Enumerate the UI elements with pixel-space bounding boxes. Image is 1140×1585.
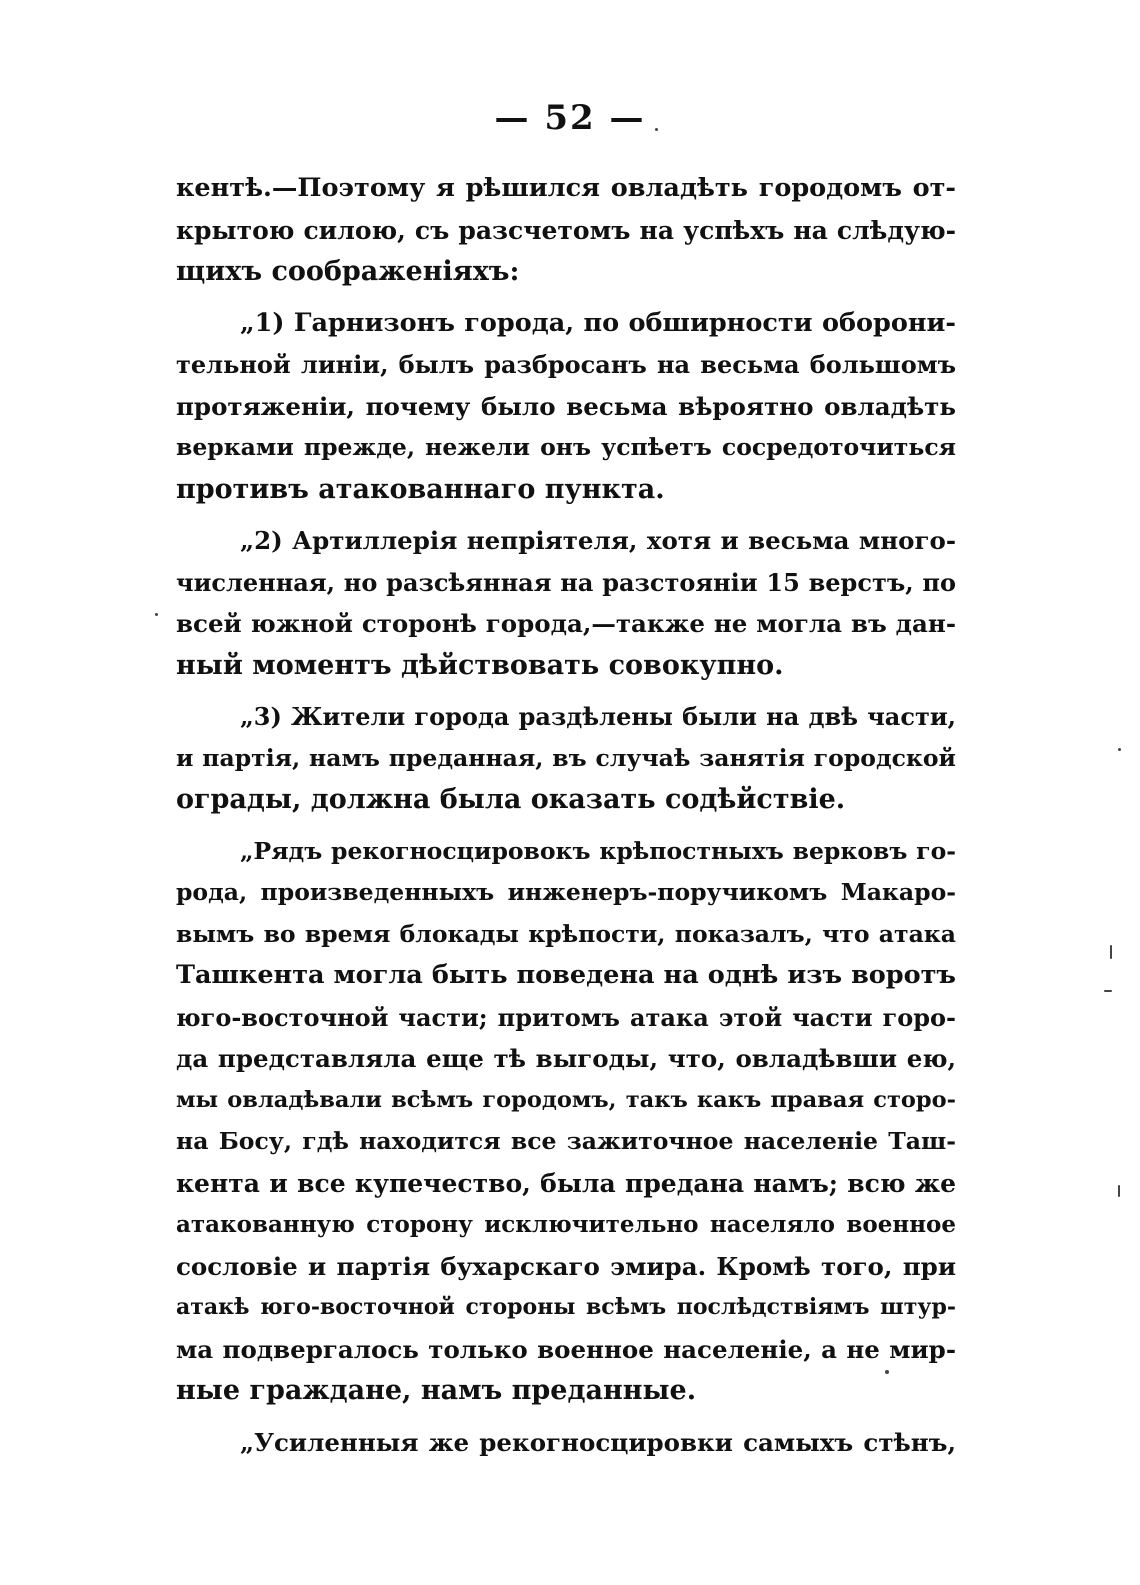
- scan-speck: [655, 128, 658, 131]
- text-line: „Рядъ рекогносцировокъ крѣпостныхъ верковъ го-: [240, 836, 956, 865]
- text-line: атакованную сторону исключительно населяло военное: [176, 1211, 956, 1238]
- text-line: ный моментъ дѣйствовать совокупно.: [176, 649, 784, 681]
- text-line: ные граждане, намъ преданные.: [176, 1375, 697, 1406]
- text-line: щихъ соображеніяхъ:: [176, 256, 520, 287]
- text-line: тельной линіи, былъ разбросанъ на весьма большомъ: [176, 350, 956, 379]
- text-line: рода, произведенныхъ инженеръ-поручикомъ Макаро-: [176, 878, 956, 906]
- text-line: Ташкента могла быть поведена на однѣ изъ воротъ: [176, 960, 956, 990]
- text-line: „Усиленныя же рекогносцировки самыхъ стѣнъ,: [240, 1427, 956, 1457]
- text-line: атакѣ юго-восточной стороны всѣмъ послѣдствіямъ штур-: [176, 1294, 956, 1320]
- text-line: противъ атакованнаго пункта.: [176, 473, 665, 505]
- scan-speck: [885, 1370, 889, 1374]
- paragraph: [176, 831, 956, 1412]
- text-line: „3) Жители города раздѣлены были на двѣ части,: [240, 702, 956, 731]
- scan-speck: [1118, 1185, 1120, 1197]
- paragraph: [176, 303, 956, 511]
- text-line: кента и все купечество, была предана намъ; всю же: [176, 1168, 956, 1198]
- text-line: вымъ во время блокады крѣпости, показалъ, что атака: [176, 919, 956, 948]
- scan-speck: [1110, 945, 1112, 959]
- paragraph: [176, 520, 956, 686]
- text-line: протяженіи, почему было весьма вѣроятно овладѣть: [176, 391, 956, 421]
- text-line: ограды, должна была оказать содѣйствіе.: [176, 784, 846, 815]
- body-text: [176, 168, 956, 1463]
- paragraph: [176, 1422, 956, 1464]
- text-line: на Босу, гдѣ находится все зажиточное населеніе Таш-: [176, 1127, 956, 1155]
- text-line: сословіе и партія бухарскаго эмира. Кромѣ того, при: [176, 1251, 956, 1281]
- text-line: да представляла еще тѣ выгоды, что, овладѣвши ею,: [176, 1044, 956, 1073]
- page-number: — 52 —: [494, 98, 646, 138]
- text-line: „2) Артиллерія непріятеля, хотя и весьма много-: [240, 526, 956, 555]
- text-line: всей южной сторонѣ города,—также не могла въ дан-: [176, 609, 956, 638]
- text-line: крытою силою, съ разсчетомъ на успѣхъ на слѣдую-: [176, 215, 956, 245]
- scan-speck: [1104, 990, 1112, 992]
- paragraph: [176, 168, 956, 293]
- text-line: юго-восточной части; притомъ атака этой части горо-: [176, 1002, 956, 1032]
- scan-speck: [1118, 748, 1121, 751]
- text-line: ма подвергалось только военное населеніе, а не мир-: [176, 1334, 956, 1364]
- paragraph: [176, 696, 956, 821]
- scan-speck: [155, 613, 158, 616]
- text-line: мы овладѣвали всѣмъ городомъ, такъ какъ правая сторо-: [176, 1086, 956, 1113]
- text-line: численная, но разсѣянная на разстояніи 15 верстъ, по: [176, 567, 956, 597]
- text-line: кентѣ.—Поэтому я рѣшился овладѣть городомъ от-: [176, 173, 956, 203]
- text-line: и партія, намъ преданная, въ случаѣ занятія городской: [176, 743, 956, 772]
- text-line: „1) Гарнизонъ города, по обширности оборони-: [240, 307, 956, 338]
- text-line: верками прежде, нежели онъ успѣетъ сосредоточиться: [176, 433, 956, 461]
